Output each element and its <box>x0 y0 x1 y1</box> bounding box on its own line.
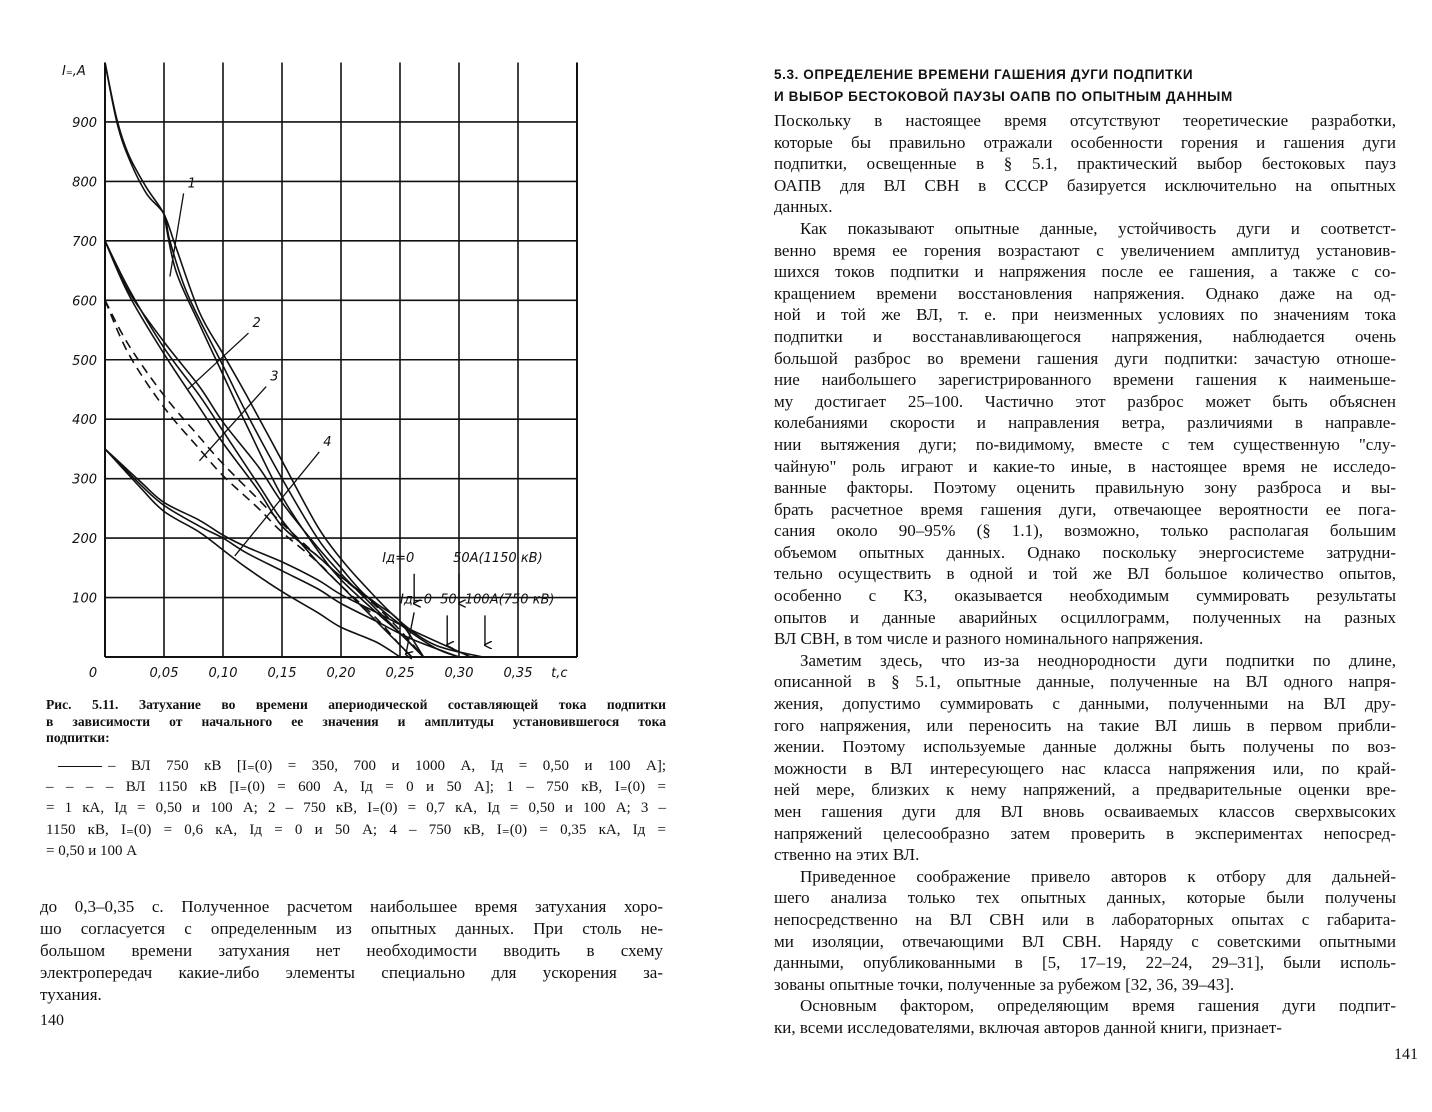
paragraph <box>774 218 1396 650</box>
text-line: ки, всеми исследователями, включая авторов данной книги, признает- <box>774 1017 1282 1037</box>
text-line: Основным фактором, определяющим время гашения дуги подпит- <box>800 996 1396 1016</box>
caption-line: в зависимости от начального ее значения и амплитуды установившегося тока <box>46 713 666 729</box>
y-tick-label: 700 <box>72 234 97 250</box>
text-line: данных. <box>774 197 833 217</box>
text-line: шо согласуется с определенным из опытных данных. При столь не- <box>40 919 663 938</box>
text-line: подпитки, освещенные в § 5.1, практический выбор бестоковых пауз <box>774 154 1396 174</box>
legend-line: = 1 кА, Iд = 0,50 и 100 А; 2 – 750 кВ, I₌(0) = 0,7 кА, Iд = 0,50 и 100 А; 3 – <box>46 800 666 817</box>
legend-line: 1150 кВ, I₌(0) = 0,6 кА, Iд = 0 и 50 А; 4 – 750 кВ, I₌(0) = 0,35 кА, Iд = <box>46 821 666 838</box>
text-line: Поскольку в настоящее время отсутствуют теоретические разработки, <box>774 111 1396 130</box>
heading-line: 5.3. ОПРЕДЕЛЕНИЕ ВРЕМЕНИ ГАШЕНИЯ ДУГИ ПОДПИТКИ <box>774 67 1194 82</box>
paragraph <box>774 110 1396 218</box>
curve-number-label: 2 <box>252 316 261 332</box>
text-line: которые бы правильно отражали особенности горения и гашения дуги <box>774 132 1396 152</box>
annotation-label: 50 <box>440 592 457 608</box>
page-number-right: 141 <box>1394 1046 1418 1063</box>
legend-line <box>46 756 666 777</box>
x-tick-label: 0,30 <box>444 666 474 681</box>
y-tick-label: 600 <box>72 294 97 310</box>
decay-curve <box>164 214 424 657</box>
curve-number-label: 4 <box>323 434 332 450</box>
text-line: чайную" роль играют и какие-то иные, в настоящее время не исследо- <box>774 456 1396 476</box>
text-line: брать расчетное время гашения дуги, отвечающее вероятности ее пога- <box>774 499 1396 519</box>
text-line: жении. Поэтому используемые данные должны быть получены по воз- <box>774 737 1396 757</box>
legend-line: – – – – ВЛ 1150 кВ [I₌(0) = 600 А, Iд = 0 и 50 А]; 1 – 750 кВ, I₌(0) = <box>46 779 666 796</box>
page-number-left: 140 <box>40 1012 64 1029</box>
x-axis-label: t,c <box>551 666 568 681</box>
solid-line-sample <box>58 766 102 767</box>
text-line: ной и той же ВЛ, т. е. при неизменных условиях по значениям тока <box>774 305 1396 325</box>
text-line: непосредственно на ВЛ СВН или в лабораторных опытах с габарита- <box>774 909 1396 929</box>
left-page-body <box>40 896 663 1006</box>
text-line: ОАПВ для ВЛ СВН в СССР базируется исключительно на опытных <box>774 175 1396 195</box>
caption-line: подпитки: <box>46 730 110 745</box>
text-line: ние наибольшего зарегистрированного времени гашения к наименьше- <box>774 370 1396 390</box>
annotation-label: 50A(1150 кВ) <box>453 550 543 566</box>
x-tick-label: 0,05 <box>149 666 179 681</box>
text-line: ВЛ СВН, в том числе и разного номинального напряжения. <box>774 629 1204 649</box>
y-tick-label: 900 <box>72 115 97 131</box>
text-line: ми изоляции, отвечающими ВЛ СВН. Наряду с советскими опытными <box>774 931 1396 951</box>
annotation-label: Iд=0 <box>400 592 432 608</box>
paragraph <box>774 995 1396 1038</box>
annotation-label: Iд=0 <box>382 550 415 566</box>
right-page-body <box>774 110 1396 1039</box>
x-tick-label: 0 <box>88 666 98 681</box>
y-tick-label: 100 <box>72 591 97 607</box>
text-line: нии вытяжения дуги; по-видимому, вместе с тем существенную "слу- <box>774 434 1396 454</box>
text-line: Приведенное соображение привело авторов к отбору для дальней- <box>800 866 1396 886</box>
chart-grid <box>72 63 577 682</box>
x-tick-label: 0,25 <box>385 666 415 681</box>
text-line: зованы опытные точки, полученные за рубежом [32, 36, 39–43]. <box>774 974 1235 994</box>
text-line: ней мере, близких к нему напряжений, а предварительные оценки вре- <box>774 780 1396 800</box>
x-tick-label: 0,20 <box>326 666 356 681</box>
text-line: данными, опубликованными в [5, 17–19, 22–24, 29–31], были исполь- <box>774 953 1396 973</box>
text-line: Как показывают опытные данные, устойчивость дуги и соответст- <box>800 218 1396 238</box>
curve-number-label: 3 <box>270 369 279 385</box>
text-line: тухания. <box>40 985 102 1004</box>
annotation-label: 100A(750 кВ) <box>464 592 555 608</box>
text-line: большом времени затухания нет необходимости вводить в схему <box>40 941 663 960</box>
text-line: тельно осуществить в одной и той же ВЛ большое количество опытов, <box>774 564 1396 584</box>
text-line: особенно с КЗ, оказывается необходимым суммировать результаты <box>774 586 1396 606</box>
text-line: кращением времени восстановления напряжения. Однако даже на од- <box>774 283 1396 303</box>
y-tick-label: 200 <box>72 532 97 548</box>
text-line: до 0,3–0,35 с. Полученное расчетом наибольшее время затухания хоро- <box>40 897 663 916</box>
text-line: описанной в § 5.1, опытные данные, полученные на ВЛ одного напря- <box>774 672 1396 692</box>
curve-number-label: 1 <box>187 176 196 192</box>
text-line: подпитки и восстанавливающегося напряжения, наблюдается очень <box>774 326 1396 346</box>
y-tick-label: 500 <box>72 353 97 369</box>
paragraph <box>774 866 1396 996</box>
decay-curve <box>105 449 400 657</box>
x-tick-label: 0,10 <box>208 666 238 681</box>
figure-legend <box>46 756 666 862</box>
text-line: большой разброс во времени гашения дуги подпитки: зачастую отноше- <box>774 348 1396 368</box>
text-line: объемом опытных данных. Однако поскольку энергосистеме затрудни- <box>774 542 1396 562</box>
figure-caption <box>46 697 666 747</box>
current-decay-chart <box>40 55 600 685</box>
paragraph <box>774 650 1396 866</box>
text-line: колебаниями скорости и направления ветра, различиями в направле- <box>774 413 1396 433</box>
text-line: сания около 90–95% (§ 1.1), возможно, только располагая большим <box>774 521 1396 541</box>
heading-line: И ВЫБОР БЕСТОКОВОЙ ПАУЗЫ ОАПВ ПО ОПЫТНЫМ ДАННЫМ <box>774 89 1233 104</box>
decay-curve <box>105 449 471 657</box>
text-line: венно время ее горения возрастают с увеличением амплитуд установив- <box>774 240 1396 260</box>
decay-curve <box>105 241 424 657</box>
text-line: Заметим здесь, что из-за неоднородности дуги подпитки по длине, <box>800 650 1396 670</box>
text-line: ственно на этих ВЛ. <box>774 845 920 865</box>
text-line: ванные факторы. Поэтому оценить правильную зону разброса и вы- <box>774 478 1396 498</box>
text-line: опытов и данные аварийных осциллограмм, полученных на разных <box>774 607 1396 627</box>
text-line: можности в ВЛ интересующего нас класса напряжения или, по край- <box>774 758 1396 778</box>
y-tick-label: 300 <box>72 472 97 488</box>
text-line: жения, допустимо суммировать с данными, полученными на ВЛ дру- <box>774 694 1396 714</box>
text-line: шего анализа только тех опытных данных, которые были получены <box>774 888 1396 908</box>
text-line: электропередач какие-либо элементы специально для ускорения за- <box>40 963 663 982</box>
y-tick-label: 400 <box>72 413 97 429</box>
caption-line: Рис. 5.11. Затухание во времени апериодической составляющей тока подпитки <box>46 697 666 712</box>
section-heading <box>774 64 1414 108</box>
x-tick-label: 0,15 <box>267 666 297 681</box>
text-line: мен гашения дуги для ВЛ вновь осваиваемых классов сверхвысоких <box>774 802 1396 821</box>
y-axis-label: I₌,A <box>62 64 86 79</box>
text-line: напряжений целесообразно затем проверить в экспериментах непосред- <box>774 823 1396 843</box>
decay-curve <box>105 241 424 657</box>
y-tick-label: 800 <box>72 175 97 191</box>
text-line: му достигает 25–100. Частично этот разброс может быть объяснен <box>774 391 1396 411</box>
x-tick-label: 0,35 <box>503 666 533 681</box>
legend-text: – ВЛ 750 кВ [I₌(0) = 350, 700 и 1000 А, Iд = 0,50 и 100 А]; <box>108 758 666 774</box>
legend-line: = 0,50 и 100 А <box>46 842 138 859</box>
text-line: шихся токов подпитки и напряжения после ее гашения, а также с со- <box>774 262 1396 282</box>
text-line: гого напряжения, или переносить на такие ВЛ лишь в первом прибли- <box>774 715 1396 735</box>
